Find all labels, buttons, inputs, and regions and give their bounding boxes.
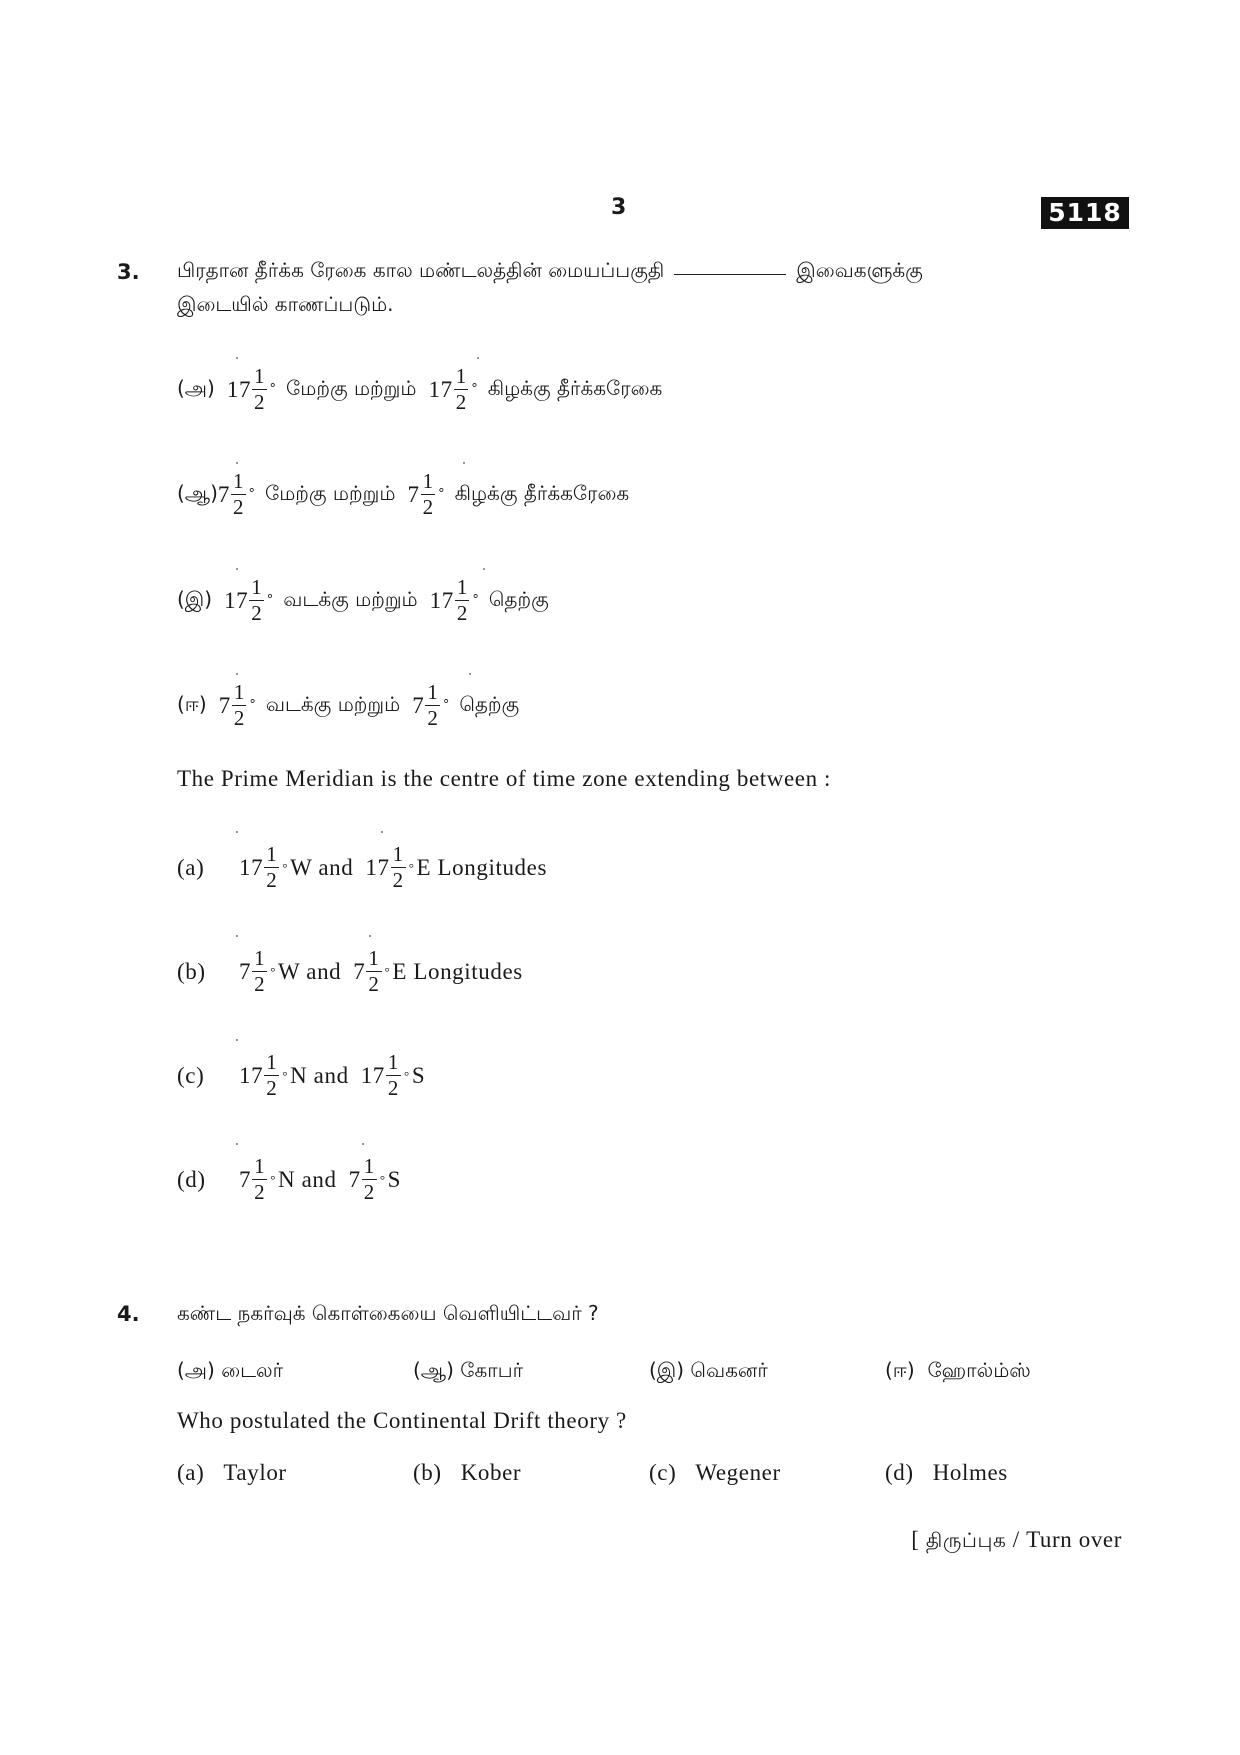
q3-tamil-option-1 xyxy=(177,366,662,413)
degree-symbol: ° xyxy=(269,382,277,397)
fraction-half xyxy=(366,948,381,995)
fraction-den: 2 xyxy=(254,1180,266,1204)
fraction-num: 1 xyxy=(422,469,434,493)
degree-symbol: ° xyxy=(472,593,479,608)
fraction-half xyxy=(231,471,246,518)
q4-english-option-d xyxy=(885,1460,1008,1486)
fraction-num: 1 xyxy=(387,1050,400,1074)
option-word-2: தெற்கு xyxy=(459,692,520,716)
question-3-tamil-line2: இடையில் காணப்படும். xyxy=(177,292,394,316)
option-mark: (a) xyxy=(177,1460,205,1485)
fraction-den: 2 xyxy=(363,1180,375,1204)
scan-dot xyxy=(236,1039,238,1041)
fraction-num: 1 xyxy=(266,842,278,866)
fraction-half xyxy=(455,577,470,624)
option-word-2: E Longitudes xyxy=(416,854,548,880)
option-mark: (ஈ) xyxy=(177,692,207,716)
option-value-1: 7 xyxy=(239,958,252,984)
option-mark: (d) xyxy=(177,1166,206,1192)
option-word-2: E Longitudes xyxy=(392,958,523,984)
question-3-number: 3. xyxy=(117,260,140,284)
option-value-1: 17 xyxy=(239,854,264,880)
fraction-num: 1 xyxy=(455,364,467,388)
fraction-half xyxy=(252,366,267,413)
option-mark: (d) xyxy=(885,1460,914,1485)
fraction-den: 2 xyxy=(387,1076,400,1100)
option-mark: (b) xyxy=(413,1460,442,1485)
degree-symbol: ° xyxy=(282,859,289,875)
page-number: 3 xyxy=(611,195,627,220)
q4-tamil-option-2 xyxy=(413,1358,523,1385)
option-text: கோபர் xyxy=(460,1358,524,1382)
fraction-half xyxy=(252,948,267,995)
option-value-1: 7 xyxy=(217,481,231,507)
option-value-2: 17 xyxy=(429,587,454,613)
scan-dot xyxy=(236,673,238,675)
scan-dot xyxy=(236,462,238,464)
q4-english-option-b xyxy=(413,1460,521,1486)
degree-symbol: ° xyxy=(408,859,415,875)
fraction-num: 1 xyxy=(254,946,266,970)
question-4-number: 4. xyxy=(117,1302,140,1326)
fraction-num: 1 xyxy=(368,946,380,970)
fraction-num: 1 xyxy=(456,575,468,599)
fraction-den: 2 xyxy=(422,495,434,519)
degree-symbol: ° xyxy=(266,593,274,608)
fraction-half xyxy=(252,1156,267,1203)
fraction-half xyxy=(249,577,264,624)
question-3-tamil-text-a: பிரதான தீர்க்க ரேகை கால மண்டலத்தின் மையப்பகுதி xyxy=(177,258,665,282)
separator: / xyxy=(1012,1527,1020,1552)
fraction-half xyxy=(386,1052,401,1099)
turn-over-note xyxy=(911,1527,1122,1555)
option-mark: (c) xyxy=(177,1062,205,1088)
fraction-den: 2 xyxy=(455,390,467,414)
question-3-tamil-text-b: இவைகளுக்கு xyxy=(796,258,923,282)
option-text: Holmes xyxy=(932,1460,1008,1485)
option-text: Kober xyxy=(460,1460,522,1485)
option-mark: (இ) xyxy=(177,587,213,611)
option-mark: (b) xyxy=(177,958,206,984)
option-text: Taylor xyxy=(223,1460,287,1485)
fraction-den: 2 xyxy=(456,601,468,625)
option-text: டைலர் xyxy=(221,1358,284,1382)
option-value-2: 17 xyxy=(360,1062,385,1088)
answer-blank xyxy=(674,274,786,275)
scan-dot xyxy=(236,935,238,937)
degree-symbol: ° xyxy=(404,1067,410,1083)
fraction-half xyxy=(391,844,406,891)
fraction-num: 1 xyxy=(363,1154,375,1178)
q4-english-option-c xyxy=(649,1460,781,1486)
q4-tamil-option-3 xyxy=(649,1358,768,1385)
fraction-den: 2 xyxy=(233,495,244,519)
degree-symbol: ° xyxy=(471,382,478,397)
turn-over-english: Turn over xyxy=(1026,1527,1122,1552)
option-mark: (ஈ) xyxy=(885,1358,915,1382)
fraction-half xyxy=(425,682,440,729)
fraction-den: 2 xyxy=(254,972,266,996)
degree-symbol: ° xyxy=(270,1171,277,1187)
paper-code-badge: 5118 xyxy=(1041,197,1129,229)
option-value-1: 17 xyxy=(226,376,252,402)
bracket: [ xyxy=(911,1527,920,1552)
option-value-1: 17 xyxy=(239,1062,264,1088)
q4-tamil-option-4 xyxy=(885,1358,1031,1385)
option-value-2: 7 xyxy=(412,692,425,718)
degree-symbol: ° xyxy=(248,487,256,502)
option-word-1: N and xyxy=(278,1166,337,1192)
option-mark: (c) xyxy=(649,1460,677,1485)
option-value-1: 17 xyxy=(224,587,249,613)
fraction-half xyxy=(421,471,436,518)
option-value-2: 7 xyxy=(348,1166,361,1192)
fraction-den: 2 xyxy=(392,868,404,892)
option-value-2: 7 xyxy=(353,958,366,984)
q3-english-option-c xyxy=(177,1052,425,1099)
scan-dot xyxy=(236,1143,238,1145)
q3-tamil-option-3 xyxy=(177,577,549,624)
option-word-2: தெற்கு xyxy=(488,587,549,611)
scan-dot xyxy=(381,831,383,833)
option-text: Wegener xyxy=(695,1460,781,1485)
fraction-num: 1 xyxy=(254,364,265,388)
scan-dot xyxy=(369,935,371,937)
option-word-1: W and xyxy=(278,958,342,984)
fraction-half xyxy=(454,366,469,413)
degree-symbol: ° xyxy=(384,963,391,979)
fraction-den: 2 xyxy=(266,868,278,892)
option-mark: (அ) xyxy=(177,376,215,400)
scan-dot xyxy=(477,357,479,359)
option-value-2: 17 xyxy=(365,854,390,880)
option-word-1: மேற்கு மற்றும் xyxy=(265,481,396,505)
question-4-english: Who postulated the Continental Drift theory ? xyxy=(177,1408,627,1433)
option-word-2: கிழக்கு தீர்க்கரேகை xyxy=(487,376,663,400)
fraction-num: 1 xyxy=(254,1154,266,1178)
option-word-1: வடக்கு மற்றும் xyxy=(283,587,418,611)
option-mark: (இ) xyxy=(649,1358,685,1382)
fraction-num: 1 xyxy=(251,575,262,599)
option-mark: (ஆ) xyxy=(413,1358,454,1382)
fraction-den: 2 xyxy=(233,706,245,730)
fraction-num: 1 xyxy=(233,469,244,493)
fraction-den: 2 xyxy=(251,601,262,625)
turn-over-tamil: திருப்புக xyxy=(925,1528,1007,1552)
question-3-tamil-line1 xyxy=(177,258,923,285)
option-word-1: W and xyxy=(290,854,354,880)
scan-dot xyxy=(483,568,485,570)
option-word-1: மேற்கு மற்றும் xyxy=(286,376,417,400)
degree-symbol: ° xyxy=(442,698,450,713)
fraction-half xyxy=(362,1156,377,1203)
degree-symbol: ° xyxy=(249,698,256,713)
option-word-2: S xyxy=(411,1062,426,1088)
degree-symbol: ° xyxy=(282,1067,289,1083)
fraction-num: 1 xyxy=(266,1050,278,1074)
option-mark: (a) xyxy=(177,854,205,880)
degree-symbol: ° xyxy=(270,963,277,979)
scan-dot xyxy=(469,673,471,675)
option-text: ஹோல்ம்ஸ் xyxy=(927,1358,1031,1382)
option-value-2: 7 xyxy=(407,481,420,507)
scan-dot xyxy=(463,462,465,464)
fraction-half xyxy=(264,844,279,891)
q3-english-option-d xyxy=(177,1156,401,1203)
scan-dot xyxy=(236,568,238,570)
q4-tamil-option-1 xyxy=(177,1358,283,1385)
fraction-half xyxy=(232,682,247,729)
option-value-2: 17 xyxy=(428,376,453,402)
fraction-den: 2 xyxy=(427,706,438,730)
scan-dot xyxy=(362,1143,364,1145)
q3-tamil-option-4 xyxy=(177,682,519,729)
scan-dot xyxy=(236,357,238,359)
q4-english-option-a xyxy=(177,1460,287,1486)
scan-dot xyxy=(236,831,238,833)
option-mark: (அ) xyxy=(177,1358,215,1382)
q3-tamil-option-2 xyxy=(177,471,629,518)
question-4-tamil: கண்ட நகர்வுக் கொள்கையை வெளியிட்டவர் ? xyxy=(177,1301,599,1325)
fraction-den: 2 xyxy=(254,390,265,414)
fraction-num: 1 xyxy=(392,842,404,866)
option-word-2: S xyxy=(387,1166,402,1192)
option-mark: (ஆ) xyxy=(177,481,218,505)
question-3-english: The Prime Meridian is the centre of time zone extending between : xyxy=(177,766,832,791)
option-value-1: 7 xyxy=(239,1166,252,1192)
fraction-den: 2 xyxy=(368,972,380,996)
fraction-num: 1 xyxy=(233,680,245,704)
option-word-1: N and xyxy=(290,1062,349,1088)
fraction-num: 1 xyxy=(427,680,438,704)
fraction-den: 2 xyxy=(266,1076,278,1100)
option-word-2: கிழக்கு தீர்க்கரேகை xyxy=(454,481,630,505)
q3-english-option-b xyxy=(177,948,523,995)
fraction-half xyxy=(264,1052,279,1099)
option-word-1: வடக்கு மற்றும் xyxy=(265,692,401,716)
degree-symbol: ° xyxy=(438,487,445,502)
q3-english-option-a xyxy=(177,844,547,891)
option-text: வெகனர் xyxy=(690,1358,768,1382)
degree-symbol: ° xyxy=(379,1171,386,1187)
option-value-1: 7 xyxy=(218,692,231,718)
